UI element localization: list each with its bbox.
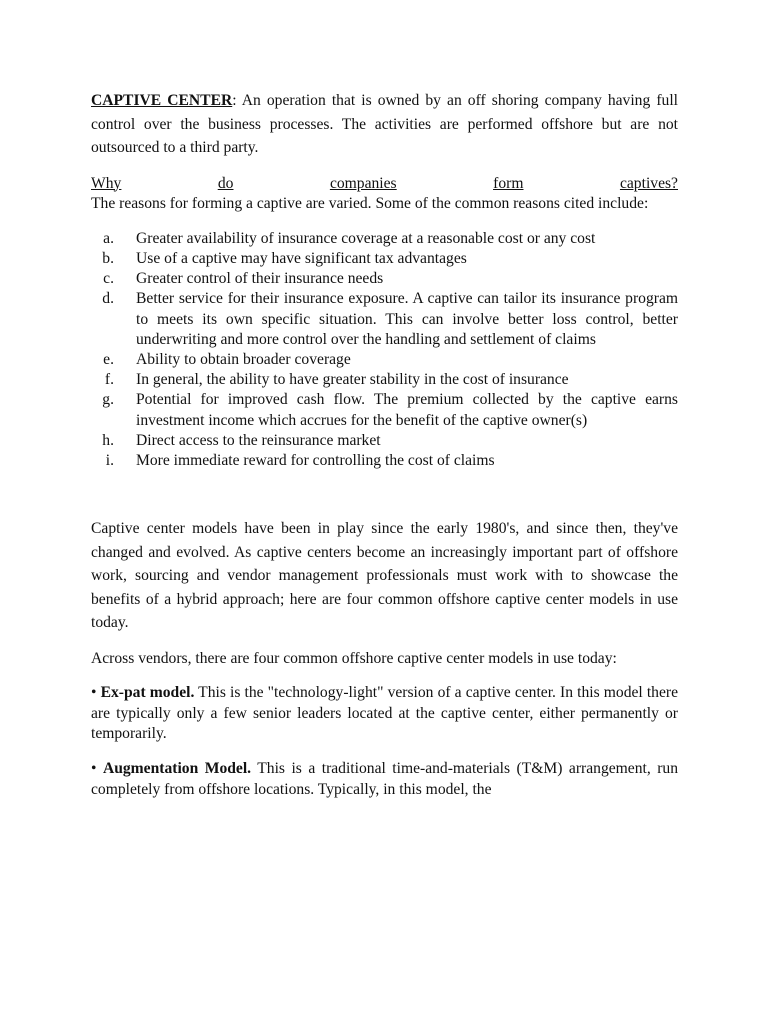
list-item	[91, 390, 678, 430]
why-question	[91, 174, 678, 195]
why-word: do	[217, 174, 234, 192]
captive-center-definition-text: : An operation that is owned by an off shoring company having full control over the business processes. The activities are performed offshore but are not outsourced to a third party.	[91, 92, 678, 156]
list-item-text: Greater availability of insurance coverage at a reasonable cost or any cost	[136, 229, 596, 247]
models-intro-paragraph: Captive center models have been in play since the early 1980's, and since then, they've changed and evolved. As captive centers become an increasingly important part of offshore work, sourcing and vendor management professionals must work with to showcase the benefits of a hybrid approach; here are four common offshore captive center models in use today.	[91, 520, 678, 632]
list-item	[91, 269, 678, 289]
list-marker: d.	[102, 290, 114, 308]
list-item-text: Greater control of their insurance needs	[136, 270, 384, 288]
list-item-text: More immediate reward for controlling the cost of claims	[136, 451, 495, 469]
list-item	[91, 249, 678, 269]
why-word: Why	[91, 174, 122, 192]
list-item-text: In general, the ability to have greater stability in the cost of insurance	[136, 371, 569, 389]
list-item	[91, 451, 678, 471]
why-word: form	[493, 174, 524, 192]
captive-center-heading: CAPTIVE CENTER	[91, 92, 233, 109]
list-item	[91, 431, 678, 451]
augmentation-model-paragraph	[91, 759, 678, 800]
list-item-text: Potential for improved cash flow. The premium collected by the captive earns investment income which accrues for the benefit of the captive owner(s)	[136, 391, 678, 429]
list-item-text: Direct access to the reinsurance market	[136, 431, 381, 449]
list-marker: h.	[102, 431, 114, 449]
document-page	[91, 89, 678, 800]
list-marker: i.	[105, 451, 114, 469]
list-item	[91, 350, 678, 370]
list-item-text: Use of a captive may have significant tax advantages	[136, 249, 467, 267]
expat-model-text: This is the "technology-light" version of a captive center. In this model there are typically only a few senior leaders located at the captive center, either permanently or temporarily.	[91, 684, 679, 743]
list-marker: c.	[103, 270, 114, 288]
list-marker: b.	[102, 249, 114, 267]
reasons-lead: The reasons for forming a captive are varied. Some of the common reasons cited include:	[91, 195, 649, 213]
expat-model-title: Ex-pat model.	[100, 684, 195, 702]
list-marker: a.	[103, 229, 114, 247]
bullet: •	[91, 684, 97, 702]
reasons-list	[91, 229, 678, 471]
captive-center-definition	[91, 89, 678, 160]
list-marker: e.	[103, 350, 114, 368]
bullet: •	[91, 760, 97, 777]
list-marker: f.	[104, 371, 114, 389]
augmentation-model-title: Augmentation Model.	[102, 760, 252, 777]
why-word: captives?	[619, 174, 678, 192]
expat-model-paragraph	[91, 683, 678, 745]
why-word: companies	[329, 174, 397, 192]
across-vendors-paragraph: Across vendors, there are four common offshore captive center models in use today:	[91, 649, 617, 667]
augmentation-model-text: This is a traditional time-and-materials (T&M) arrangement, run completely from offshore locations. Typically, in this model, the	[91, 760, 678, 798]
list-item-text: Ability to obtain broader coverage	[136, 350, 351, 368]
list-item	[91, 229, 678, 249]
list-item-text: Better service for their insurance exposure. A captive can tailor its insurance program to meets its own specific situation. This can involve better loss control, better underwriting and more control over the handling and settlement of claims	[136, 290, 678, 348]
list-marker: g.	[102, 391, 114, 409]
list-item	[91, 370, 678, 390]
list-item	[91, 289, 678, 350]
